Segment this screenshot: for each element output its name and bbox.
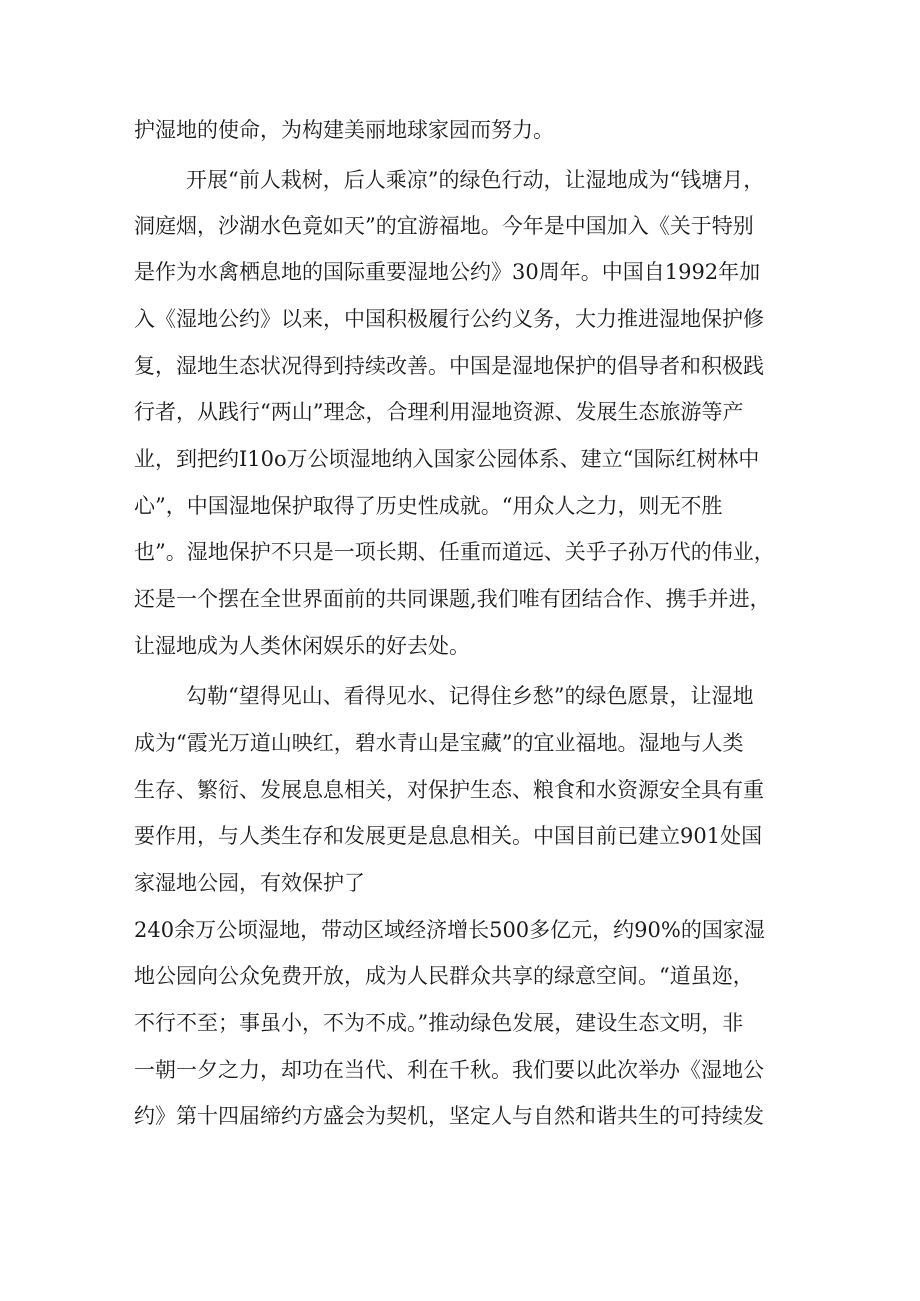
text-line-15: 生存、繁衍、发展息息相关，对保护生态、粮食和水资源安全具有重 (134, 778, 764, 802)
text-line-2: 开展“前人栽树，后人乘凉”的绿色行动，让湿地成为“钱塘月， (186, 168, 765, 192)
text-line-19: 地公园向公众免费开放，成为人民群众共享的绿意空间。“道虽迩， (134, 964, 754, 988)
text-line-13: 勾勒“望得见山、看得见水、记得住乡愁”的绿色愿景，让湿地 (186, 684, 754, 708)
text-line-10: 也”。湿地保护不只是一项长期、任重而道远、关乎子孙万代的伟业， (134, 540, 775, 564)
text-line-3: 洞庭烟，沙湖水色竟如天”的宜游福地。今年是中国加入《关于特别 (134, 214, 754, 238)
text-line-17: 家湿地公园，有效保护了 (134, 871, 365, 895)
text-line-14: 成为“霞光万道山映红，碧水青山是宝藏”的宜业福地。湿地与人类 (134, 731, 744, 755)
text-line-8: 业，到把约I10o万公顷湿地纳入国家公园体系、建立“国际红树林中 (134, 447, 760, 471)
text-line-12: 让湿地成为人类休闲娱乐的好去处。 (134, 634, 470, 658)
text-line-11: 还是一个摆在全世界面前的共同课题,我们唯有团结合作、携手并进， (134, 587, 771, 611)
text-line-9: 心”，中国湿地保护取得了历史性成就。“用众人之力，则无不胜 (134, 494, 723, 518)
text-line-18: 240余万公顷湿地，带动区域经济增长500多亿元，约90%的国家湿 (134, 918, 765, 942)
text-line-4: 是作为水禽栖息地的国际重要湿地公约》30周年。中国自1992年加 (134, 260, 761, 284)
text-line-16: 要作用，与人类生存和发展更是息息相关。中国目前已建立901处国 (134, 824, 763, 848)
text-line-1: 护湿地的使命，为构建美丽地球家园而努力。 (134, 118, 554, 142)
text-line-5: 入《湿地公约》以来，中国积极履行公约义务，大力推进湿地保护修 (134, 307, 764, 331)
text-line-7: 行者，从践行“两山”理念，合理利用湿地资源、发展生态旅游等产 (134, 400, 744, 424)
text-line-6: 复，湿地生态状况得到持续改善。中国是湿地保护的倡导者和积极践 (134, 354, 764, 378)
text-line-20: 不行不至；事虽小，不为不成。”推动绿色发展，建设生态文明，非 (134, 1011, 744, 1035)
text-line-22: 约》第十四届缔约方盛会为契机，坚定人与自然和谐共生的可持续发 (134, 1104, 764, 1128)
text-line-21: 一朝一夕之力，却功在当代、利在千秋。我们要以此次举办《湿地公 (134, 1058, 764, 1082)
